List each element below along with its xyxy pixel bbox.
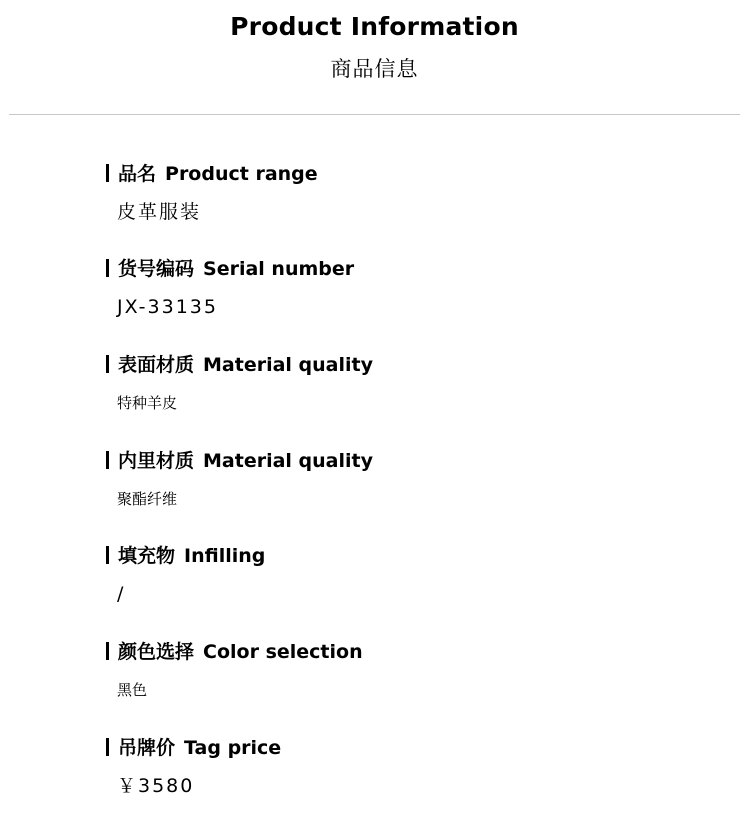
field-label-cn: 货号编码 (118, 258, 195, 280)
field-label-en: Color selection (203, 641, 363, 663)
label-bar-marker (106, 355, 109, 373)
field-value: / (117, 583, 126, 605)
label-bar-marker (106, 259, 109, 277)
field-value: 特种羊皮 (117, 394, 178, 412)
field-label (106, 161, 318, 187)
field-label-cn: 吊牌价 (118, 737, 176, 759)
field-label-cn: 表面材质 (118, 354, 195, 376)
field-value: JX-33135 (117, 296, 218, 318)
label-bar-marker (106, 164, 109, 182)
field-label-en: Tag price (184, 737, 282, 759)
field-value: 皮革服装 (117, 201, 202, 223)
field-label-en: Product range (165, 163, 318, 185)
page-subtitle: 商品信息 (330, 57, 419, 81)
field-value: 黑色 (117, 681, 148, 699)
field-label (106, 352, 373, 378)
field-label-cn: 填充物 (118, 545, 176, 567)
field-label-en: Infilling (184, 545, 266, 567)
field-label-en: Material quality (203, 354, 373, 376)
label-bar-marker (106, 642, 109, 660)
field-label-en: Serial number (203, 258, 355, 280)
field-label (106, 639, 363, 665)
field-value: 聚酯纤维 (117, 490, 178, 508)
field-label-cn: 品名 (118, 163, 157, 185)
field-label (106, 256, 354, 282)
field-label (106, 448, 373, 474)
header-divider (9, 114, 740, 115)
field-value: ￥3580 (117, 775, 195, 797)
label-bar-marker (106, 451, 109, 469)
page-title: Product Information (230, 12, 519, 41)
field-label-en: Material quality (203, 450, 373, 472)
field-label-cn: 内里材质 (118, 450, 195, 472)
field-label (106, 735, 281, 761)
field-label (106, 543, 265, 569)
field-label-cn: 颜色选择 (118, 641, 195, 663)
label-bar-marker (106, 546, 109, 564)
label-bar-marker (106, 738, 109, 756)
